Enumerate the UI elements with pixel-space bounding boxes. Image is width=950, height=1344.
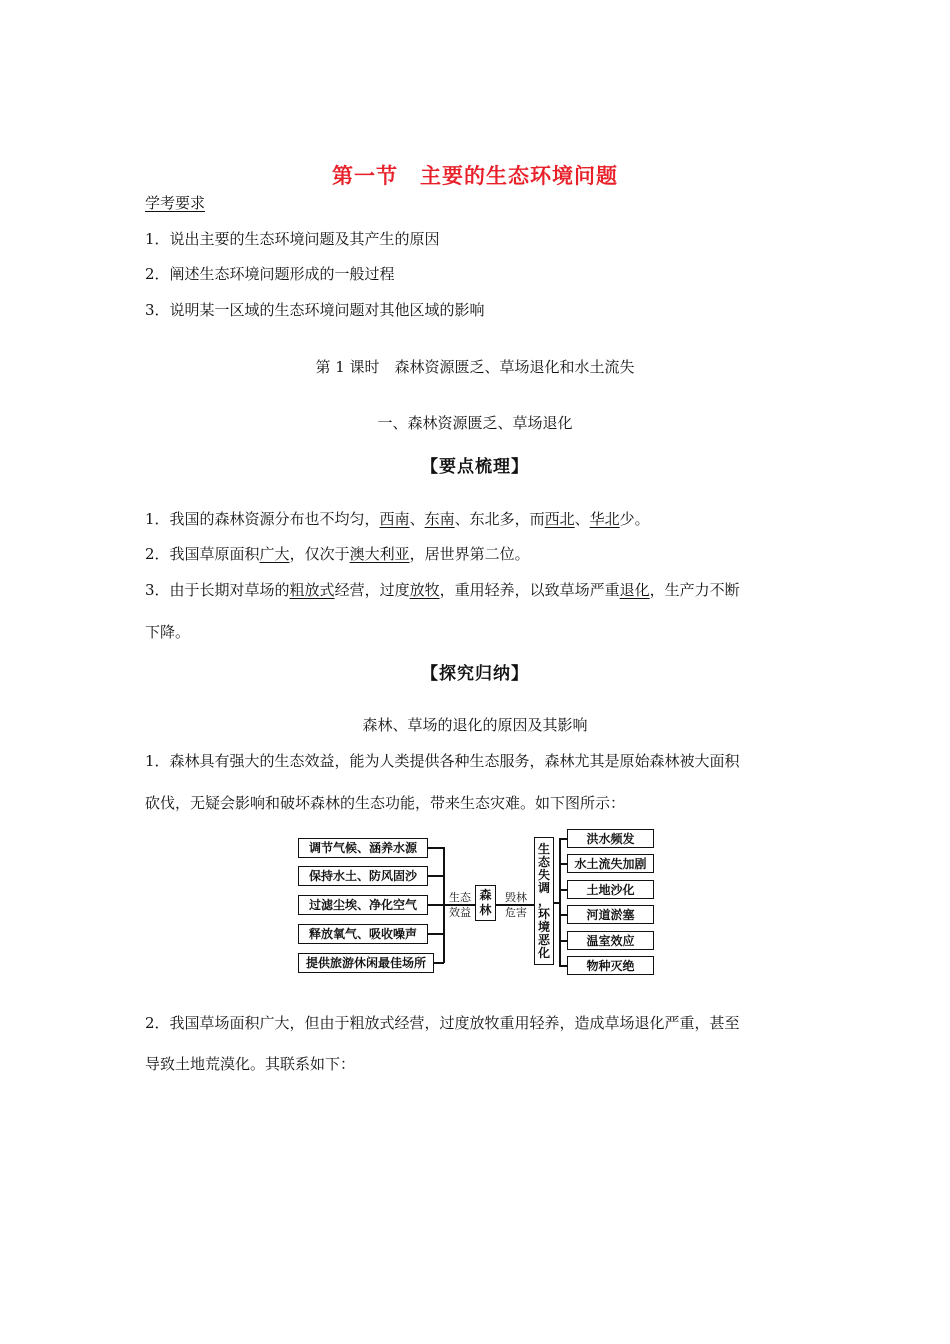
effect-box: 洪水频发 bbox=[567, 829, 654, 848]
answer-blank: 华北 bbox=[589, 510, 620, 528]
text: 、 bbox=[409, 510, 425, 528]
forest-box bbox=[475, 885, 496, 921]
key-point-3-cont: 下降。 bbox=[145, 623, 191, 641]
connector bbox=[428, 847, 444, 849]
answer-blank: 澳大利亚 bbox=[349, 545, 410, 563]
benefit-box: 释放氧气、吸收噪声 bbox=[298, 924, 428, 944]
text: 、 bbox=[574, 510, 590, 528]
harm-label bbox=[500, 890, 532, 920]
requirement-item: 1．说出主要的生态环境问题及其产生的原因 bbox=[145, 230, 440, 248]
text: ，仅次于 bbox=[289, 545, 350, 563]
answer-blank: 东南 bbox=[424, 510, 455, 528]
benefit-box: 调节气候、涵养水源 bbox=[298, 838, 428, 858]
effect-box: 土地沙化 bbox=[567, 880, 654, 899]
connector bbox=[428, 904, 444, 906]
connector bbox=[559, 914, 567, 916]
connector bbox=[428, 933, 444, 935]
inquiry-paragraph-1-cont: 砍伐，无疑会影响和破坏森林的生态功能，带来生态灾难。如下图所示： bbox=[145, 794, 626, 812]
char: ， bbox=[537, 893, 550, 908]
inquiry-banner: 【探究归纳】 bbox=[421, 664, 529, 684]
char: 林 bbox=[479, 903, 492, 917]
page-title: 第一节 主要的生态环境问题 bbox=[332, 164, 618, 188]
answer-blank: 西南 bbox=[379, 510, 410, 528]
answer-blank: 粗放式 bbox=[289, 581, 335, 599]
label-line: 毁林 bbox=[505, 891, 527, 904]
imbalance-box bbox=[534, 837, 554, 965]
connector bbox=[559, 838, 561, 966]
requirement-item: 2．阐述生态环境问题形成的一般过程 bbox=[145, 265, 395, 283]
connector bbox=[559, 940, 567, 942]
char: 生 bbox=[537, 841, 550, 856]
requirement-item: 3．说明某一区域的生态环境问题对其他区域的影响 bbox=[145, 301, 485, 319]
lesson-title: 第 1 课时 森林资源匮乏、草场退化和水土流失 bbox=[315, 358, 635, 376]
effect-box: 物种灭绝 bbox=[567, 956, 654, 975]
benefit-box: 过滤尘埃、净化空气 bbox=[298, 895, 428, 915]
char: 化 bbox=[537, 945, 550, 960]
eco-benefit-label bbox=[446, 890, 474, 920]
text: ，生产力不断 bbox=[649, 581, 740, 599]
char: 恶 bbox=[537, 932, 550, 947]
requirements-heading: 学考要求 bbox=[145, 194, 206, 212]
section-title: 一、森林资源匮乏、草场退化 bbox=[377, 414, 573, 432]
answer-blank: 放牧 bbox=[409, 581, 440, 599]
inquiry-subtitle: 森林、草场的退化的原因及其影响 bbox=[362, 716, 588, 734]
connector bbox=[428, 875, 444, 877]
key-point-1 bbox=[145, 509, 650, 529]
effect-box: 河道淤塞 bbox=[567, 905, 654, 924]
char: 环 bbox=[537, 906, 550, 921]
text: 经营，过度 bbox=[334, 581, 410, 599]
text: 3．由于长期对草场的 bbox=[145, 581, 290, 599]
key-point-3 bbox=[145, 580, 740, 600]
connector bbox=[559, 863, 567, 865]
text: 2．我国草原面积 bbox=[145, 545, 260, 563]
char: 森 bbox=[479, 888, 492, 902]
benefit-box: 保持水土、防风固沙 bbox=[298, 866, 428, 886]
inquiry-paragraph-1: 1．森林具有强大的生态效益，能为人类提供各种生态服务，森林尤其是原始森林被大面积 bbox=[145, 752, 740, 770]
char: 态 bbox=[537, 854, 550, 869]
text: ，居世界第二位。 bbox=[409, 545, 530, 563]
char: 境 bbox=[537, 919, 550, 934]
answer-blank: 广大 bbox=[259, 545, 290, 563]
key-point-2 bbox=[145, 544, 530, 564]
benefit-box: 提供旅游休闲最佳场所 bbox=[298, 953, 434, 973]
answer-blank: 西北 bbox=[544, 510, 575, 528]
effect-box: 温室效应 bbox=[567, 931, 654, 950]
inquiry-paragraph-2: 2．我国草场面积广大，但由于粗放式经营，过度放牧重用轻养，造成草场退化严重，甚至 bbox=[145, 1014, 740, 1032]
text: 、东北多，而 bbox=[454, 510, 545, 528]
label-line: 生态 bbox=[449, 891, 471, 904]
char: 失 bbox=[537, 867, 550, 882]
text: ，重用轻养，以致草场严重 bbox=[439, 581, 620, 599]
connector bbox=[559, 889, 567, 891]
key-points-banner: 【要点梳理】 bbox=[421, 457, 529, 477]
connector bbox=[559, 838, 567, 840]
text: 少。 bbox=[619, 510, 650, 528]
label-line: 效益 bbox=[449, 906, 471, 919]
char: 调 bbox=[537, 880, 550, 895]
inquiry-paragraph-2-cont: 导致土地荒漠化。其联系如下： bbox=[145, 1055, 356, 1073]
answer-blank: 退化 bbox=[619, 581, 650, 599]
text: 1．我国的森林资源分布也不均匀， bbox=[145, 510, 380, 528]
label-line: 危害 bbox=[505, 906, 527, 919]
effect-box: 水土流失加剧 bbox=[567, 854, 654, 873]
connector bbox=[559, 965, 567, 967]
